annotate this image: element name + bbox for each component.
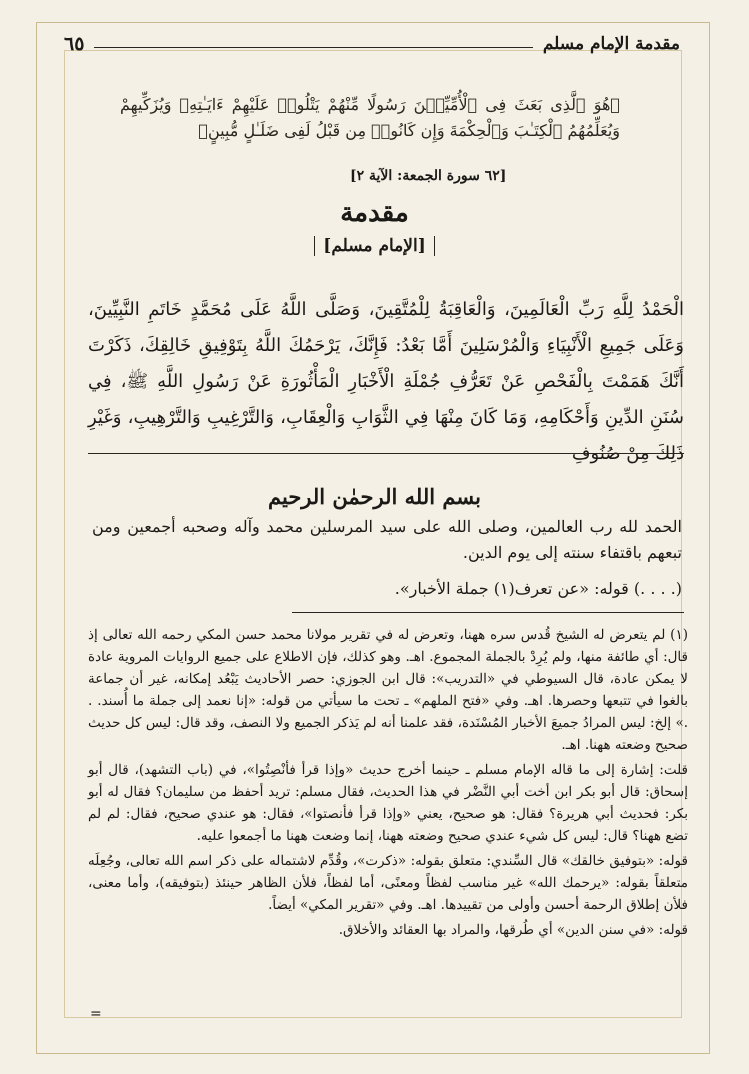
continuation-mark: =: [90, 1006, 102, 1022]
verse-reference: [٦٢ سورة الجمعة: الآية ٢]: [350, 168, 507, 184]
footnotes: [88, 624, 688, 944]
footnote-paragraph: قوله: «في سنن الدين» أي طُرقها، والمراد بها العقائد والأخلاق.: [338, 922, 688, 938]
quran-verse: ﴿هُوَ ٱلَّذِى بَعَثَ فِى ٱلْأُمِّيِّـۧنَ رَسُولًا مِّنْهُمْ يَتْلُوا۟ عَلَيْهِمْ ءَايَـٰتِهِۦ وَيُزَكِّيهِمْ وَيُعَلِّمُهُمُ ٱلْكِتَـٰبَ وَٱلْحِكْمَةَ وَإِن كَانُوا۟ مِن قَبْلُ لَفِى ضَلَـٰلٍ مُّبِينٍ﴾: [120, 95, 620, 140]
subtitle-text: [الإمام مسلم]: [314, 236, 434, 256]
footnote-paragraph: (١) لم يتعرض له الشيخ قُدس سره ههنا، وتعرض له في تقرير مولانا محمد حسن المكي رحمه الله تعالى إذ قال: أي طائفة منها، ولم يُرِدْ بالجملة المجموع. اهـ. وهو كذلك، فإن الاطلاع على جميع الروايات المروية عادة لا يمكن عادة، قال السيوطي في «التدريب»: قال ابن الجوزي: حصر الأحاديث يَبْعُد إمكانه، غير أن جماعة بالغوا في تتبعها وحصرها. اهـ. وفي «فتح الملهم» ـ تحت ما سيأتي من قوله: «إنا نعمد إلى جملة ما أُسند. . .» إلخ: ليس المرادُ جميعَ الأخبار المُسْنَدة، فقد علمنا أنه لم يَذكر الجميع ولا النصف، وقد قال: ليس كل حديث صحيح وضعته ههنا. اهـ.: [88, 627, 688, 753]
commentary-intro: الحمد لله رب العالمين، وصلى الله على سيد المرسلين محمد وآله وصحبه أجمعين ومن تبعهم باقتفاء سنته إلى يوم الدين.: [92, 517, 682, 562]
running-header: [64, 28, 680, 58]
page-number: ٦٥: [64, 33, 85, 55]
text-divider: [88, 453, 684, 454]
header-title: مقدمة الإمام مسلم: [542, 34, 680, 54]
main-text: الْحَمْدُ لِلَّهِ رَبِّ الْعَالَمِينَ، وَالْعَاقِبَةُ لِلْمُتَّقِينَ، وَصَلَّى اللَّهُ عَلَى مُحَمَّدٍ خَاتَمِ النَّبِيِّينَ، وَعَلَى جَمِيعِ الْأَنْبِيَاءِ وَالْمُرْسَلِينَ أَمَّا بَعْدُ: فَإِنَّكَ، يَرْحَمُكَ اللَّهُ بِتَوْفِيقِ خَالِقِكَ، ذَكَرْتَ أَنَّكَ هَمَمْتَ بِالْفَحْصِ عَنْ تَعَرُّفِ جُمْلَةِ الْأَخْبَارِ الْمَأْثُورَةِ عَنْ رَسُولِ اللَّهِ ﷺ، فِي سُنَنِ الدِّينِ وَأَحْكَامِهِ، وَمَا كَانَ مِنْهَا فِي الثَّوَابِ وَالْعِقَابِ، وَالتَّرْغِيبِ وَالتَّرْهِيبِ، وَغَيْرِ ذَلِكَ مِنْ صُنُوفِ: [88, 299, 684, 464]
basmala: بسم الله الرحمٰن الرحيم: [268, 484, 481, 509]
chapter-title: مقدمة: [340, 198, 409, 228]
commentary-quote: (. . . .) قوله: «عن تعرف(١) جملة الأخبار».: [394, 579, 682, 598]
footnote-paragraph: قوله: «بتوفيق خالقك» قال السِّندي: متعلق بقوله: «ذكرت»، وقُدِّم لاشتماله على ذكر اسم الله تعالى، وجُعِلَه متعلقاً بقوله: «يرحمك الله» غير مناسب لفظاً ومعنًى، أما لفظاً، فلأن الظاهر حينئذ (بتوفيقه)، وأما معنى، فلأن إطلاق الرحمة أحسن وأولى من تقييدها. اهـ. وفي «تقرير المكي» أيضاً.: [88, 853, 688, 913]
footnote-divider: [292, 612, 684, 613]
chapter-subtitle: [0, 236, 749, 256]
footnote-paragraph: قلت: إشارة إلى ما قاله الإمام مسلم ـ حينما أخرج حديث «وإذا قرأ فأنْصِتُوا»، في (باب التشهد)، قال أبو إسحاق: قال أبو بكر ابن أخت أبي النَّضْر في هذا الحديث، فقال مسلم: تريد أحفظ من سليمان؟ فقال له أبو بكر: فحديث أبي هريرة؟ فقال: هو صحيح، يعني «وإذا قرأ فأنصتوا»، فقال: هو عندي صحيح، فقال: لم لم تضع ههنا؟ قال: ليس كل شيء عندي صحيح وضعته ههنا، إنما وضعت ههنا ما أجمعوا عليه.: [88, 762, 688, 844]
header-rule: [94, 47, 532, 48]
